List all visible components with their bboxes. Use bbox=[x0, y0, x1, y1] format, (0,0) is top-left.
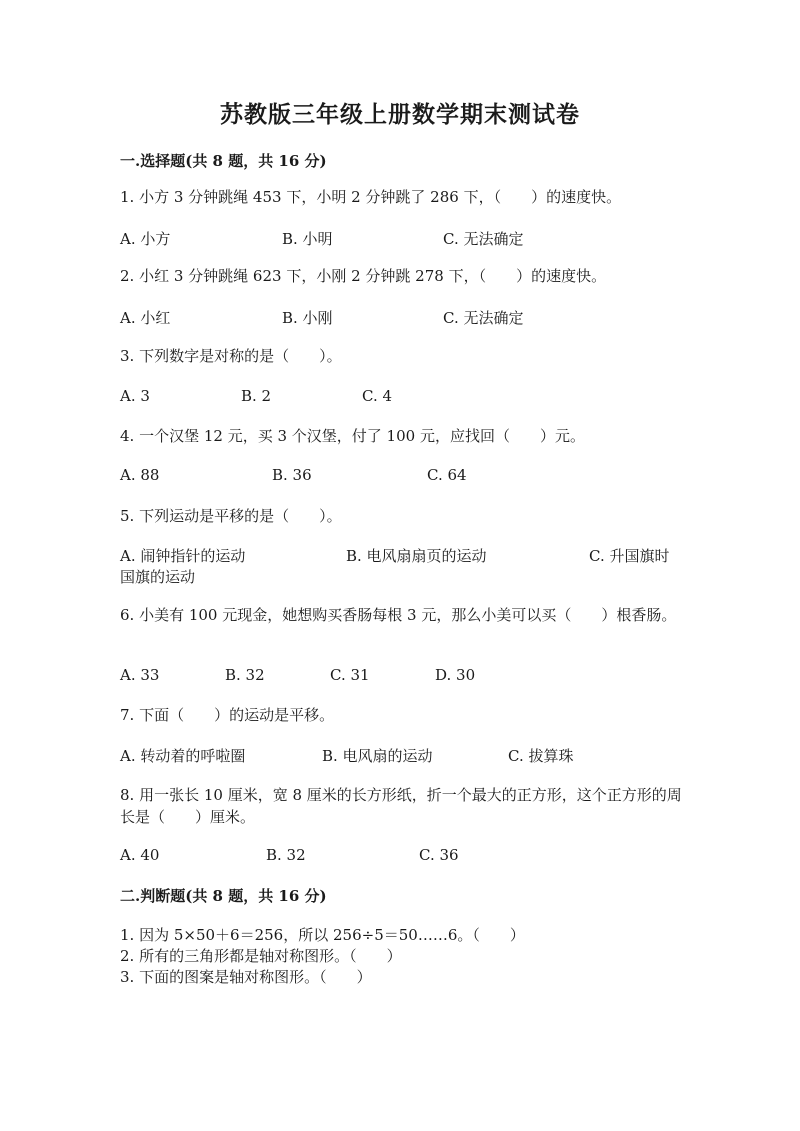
q1-option-b: B. 小明 bbox=[282, 230, 333, 248]
judgement-question-3: 3. 下面的图案是轴对称图形。（ ） bbox=[120, 968, 372, 986]
q2-option-a: A. 小红 bbox=[120, 309, 171, 327]
exam-title: 苏教版三年级上册数学期末测试卷 bbox=[220, 101, 580, 128]
q6-option-a: A. 33 bbox=[120, 666, 160, 684]
question-3: 3. 下列数字是对称的是（ ）。 bbox=[120, 347, 342, 365]
q7-option-b: B. 电风扇的运动 bbox=[322, 747, 433, 765]
section-heading-judgement: 二.判断题(共 8 题，共 16 分) bbox=[120, 887, 327, 905]
question-7: 7. 下面（ ）的运动是平移。 bbox=[120, 706, 335, 724]
q6-option-d: D. 30 bbox=[435, 666, 476, 684]
q8-option-c: C. 36 bbox=[419, 846, 459, 864]
q4-option-a: A. 88 bbox=[120, 466, 160, 484]
q4-option-b: B. 36 bbox=[272, 466, 312, 484]
question-6: 6. 小美有 100 元现金，她想购买香肠每根 3 元，那么小美可以买（ ）根香肠。 bbox=[120, 606, 677, 624]
q6-option-c: C. 31 bbox=[330, 666, 370, 684]
q2-option-c: C. 无法确定 bbox=[443, 309, 524, 327]
q8-option-b: B. 32 bbox=[266, 846, 306, 864]
question-8: 8. 用一张长 10 厘米，宽 8 厘米的长方形纸，折一个最大的正方形，这个正方形的周长是（ ）厘米。 bbox=[120, 786, 682, 826]
q1-option-c: C. 无法确定 bbox=[443, 230, 524, 248]
q3-option-c: C. 4 bbox=[362, 387, 393, 405]
q3-option-b: B. 2 bbox=[241, 387, 272, 405]
q7-option-a: A. 转动着的呼啦圈 bbox=[120, 747, 246, 765]
q5-option-a: A. 闹钟指针的运动 bbox=[120, 547, 246, 565]
question-4: 4. 一个汉堡 12 元，买 3 个汉堡，付了 100 元，应找回（ ）元。 bbox=[120, 427, 585, 445]
q4-option-c: C. 64 bbox=[427, 466, 467, 484]
q5-option-c: C. 升国旗时 bbox=[589, 547, 670, 565]
q8-option-a: A. 40 bbox=[120, 846, 160, 864]
q2-option-b: B. 小刚 bbox=[282, 309, 333, 327]
q5-option-b: B. 电风扇扇页的运动 bbox=[346, 547, 487, 565]
q6-option-b: B. 32 bbox=[225, 666, 265, 684]
q7-option-c: C. 拔算珠 bbox=[508, 747, 574, 765]
judgement-question-1: 1. 因为 5×50＋6＝256，所以 256÷5＝50……6。（ ） bbox=[120, 926, 525, 944]
section-heading-choice: 一.选择题(共 8 题，共 16 分) bbox=[120, 152, 327, 170]
question-5: 5. 下列运动是平移的是（ ）。 bbox=[120, 507, 342, 525]
judgement-question-2: 2. 所有的三角形都是轴对称图形。（ ） bbox=[120, 947, 402, 965]
question-1: 1. 小方 3 分钟跳绳 453 下，小明 2 分钟跳了 286 下，（ ）的速度快。 bbox=[120, 188, 622, 206]
q3-option-a: A. 3 bbox=[120, 387, 150, 405]
q5-option-c-continued: 国旗的运动 bbox=[120, 568, 196, 586]
q1-option-a: A. 小方 bbox=[120, 230, 171, 248]
question-2: 2. 小红 3 分钟跳绳 623 下，小刚 2 分钟跳 278 下，（ ）的速度快。 bbox=[120, 267, 607, 285]
